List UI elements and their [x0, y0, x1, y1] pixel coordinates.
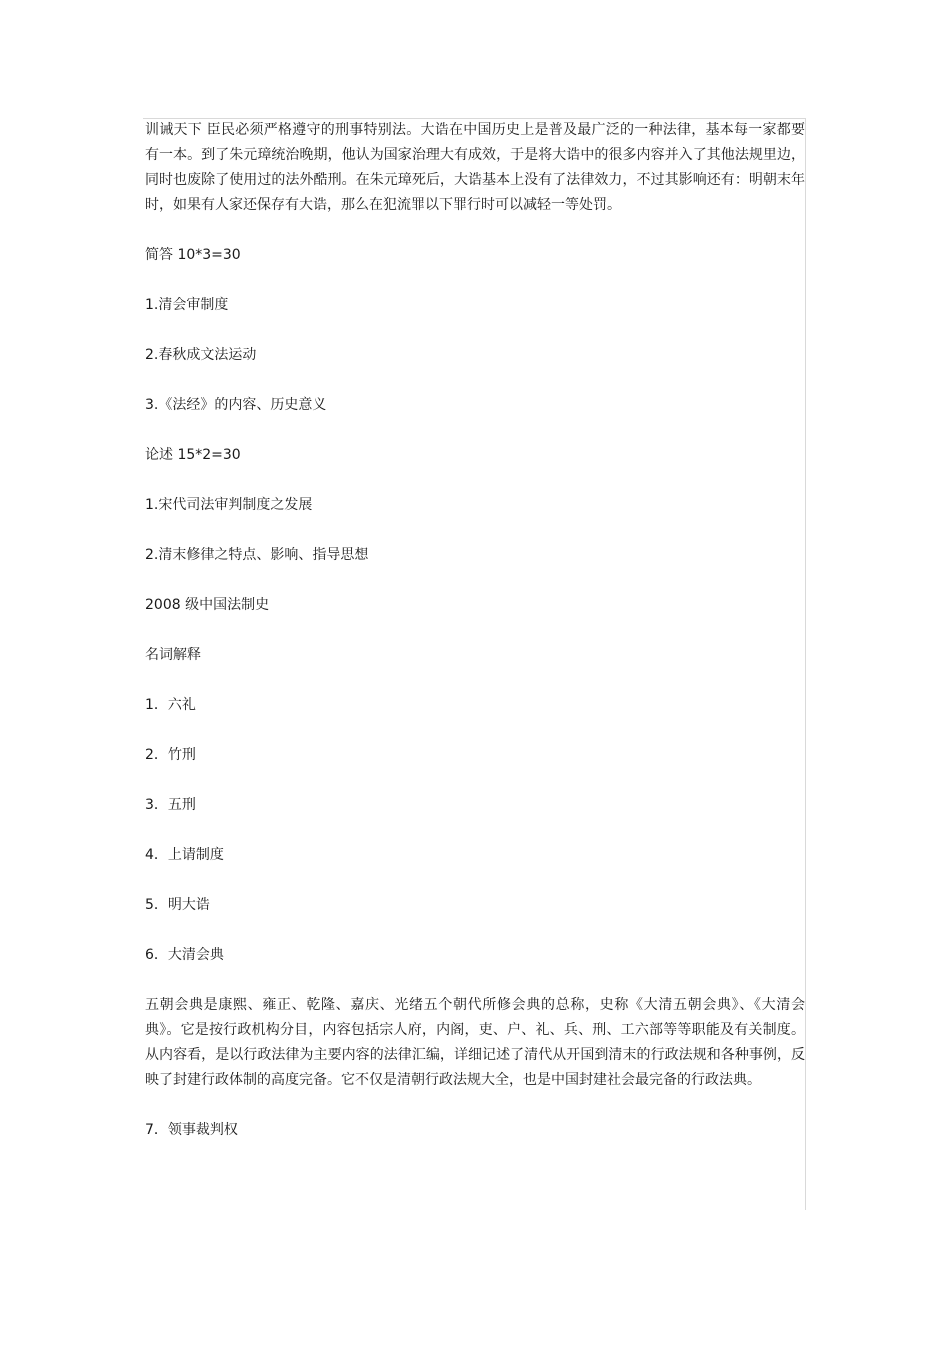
short-answer-item: 2.春秋成文法运动: [145, 347, 257, 363]
short-answer-item: 3.《法经》的内容、历史意义: [145, 397, 327, 413]
term-item: 6．大清会典: [145, 947, 224, 963]
term-item: 7．领事裁判权: [145, 1122, 238, 1138]
document-body: [145, 118, 805, 1143]
term-item: 2．竹刑: [145, 747, 196, 763]
term-item: 3．五刑: [145, 797, 196, 813]
short-answer-item: 1.清会审制度: [145, 297, 229, 313]
term-explanation-heading: 名词解释: [145, 647, 201, 663]
term-item: 4．上请制度: [145, 847, 224, 863]
essay-item: 1.宋代司法审判制度之发展: [145, 497, 313, 513]
intro-paragraph: 训诫天下 臣民必须严格遵守的刑事特别法。大诰在中国历史上是普及最广泛的一种法律，基本每一家都要有一本。到了朱元璋统治晚期，他认为国家治理大有成效，于是将大诰中的很多内容并入了其他法规里边，同时也废除了使用过的法外酷刑。在朱元璋死后，大诰基本上没有了法律效力，不过其影响还有：明朝末年时，如果有人家还保存有大诰，那么在犯流罪以下罪行时可以减轻一等处罚。: [145, 122, 805, 213]
section-title-2008: 2008 级中国法制史: [145, 597, 270, 613]
essay-heading: 论述 15*2=30: [145, 447, 241, 463]
term-explanation-paragraph: 五朝会典是康熙、雍正、乾隆、嘉庆、光绪五个朝代所修会典的总称，史称《大清五朝会典》、《大清会典》。它是按行政机构分目，内容包括宗人府，内阁，吏、户、礼、兵、刑、工六部等等职能及有关制度。从内容看，是以行政法律为主要内容的法律汇编，详细记述了清代从开国到清末的行政法规和各种事例，反映了封建行政体制的高度完备。它不仅是清朝行政法规大全，也是中国封建社会最完备的行政法典。: [145, 997, 805, 1088]
essay-item: 2.清末修律之特点、影响、指导思想: [145, 547, 369, 563]
term-item: 5．明大诰: [145, 897, 210, 913]
short-answer-heading: 简答 10*3=30: [145, 247, 241, 263]
term-item: 1．六礼: [145, 697, 196, 713]
